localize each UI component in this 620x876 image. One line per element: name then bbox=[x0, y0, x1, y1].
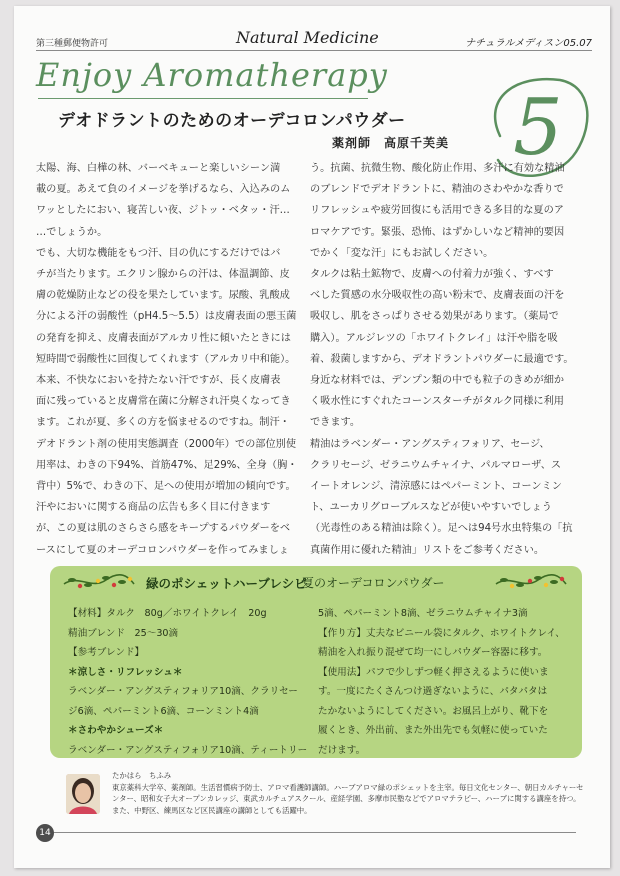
text-line: 真菌作用に優れた精油」リストをご参考ください。 bbox=[310, 544, 545, 556]
recipe-line: 【使用法】パフで少しずつ軽く押さえるように使いま bbox=[318, 666, 549, 678]
recipe-column-right bbox=[318, 604, 568, 760]
avatar bbox=[66, 774, 100, 814]
text-line: 精油はラベンダー・アングスティフォリア、セージ、 bbox=[310, 438, 550, 450]
series-title: Enjoy Aromatherapy bbox=[36, 56, 388, 94]
text-line: チが当たります。エクリン腺からの汗は、体温調節、皮 bbox=[36, 269, 290, 281]
text-line: が、この夏は肌のさらさら感をキープするパウダーをベ bbox=[36, 523, 291, 535]
text-line: 太陽、海、白樺の林、バーベキューと楽しいシーン満 bbox=[36, 163, 281, 174]
article-column-left bbox=[36, 158, 304, 561]
text-line: タルクは粘土鉱物で、皮膚への付着力が強く、すべす bbox=[310, 269, 554, 281]
author-photo bbox=[66, 774, 100, 814]
text-line: できます。 bbox=[310, 417, 361, 429]
recipe-line: たかないようにしてください。お風呂上がり、靴下を bbox=[318, 705, 549, 717]
text-line: ロマケアです。緊張、恐怖、はずかしいなど精神的要因 bbox=[310, 226, 565, 238]
page-number: 14 bbox=[36, 824, 54, 842]
recipe-line: 【作り方】丈夫なビニール袋にタルク、ホワイトクレイ、 bbox=[318, 627, 565, 639]
text-line: のブレンドでデオドラントに、精油のさわやかな香りで bbox=[310, 184, 564, 196]
page-header bbox=[36, 20, 592, 54]
recipe-subheading: 夏のオーデコロンパウダー bbox=[302, 576, 445, 590]
text-line: デオドラント剤の使用実態調査（2000年）での部位別使 bbox=[36, 438, 297, 450]
recipe-line: 【材料】タルク 80g／ホワイトクレイ 20g bbox=[68, 608, 267, 619]
recipe-line: ＊さわやかシューズ＊ bbox=[68, 725, 164, 736]
text-line: リフレッシュや疲労回復にも活用できる多目的な夏のア bbox=[310, 205, 564, 217]
profile-line: ンター、昭和女子大オープンカレッジ、東武カルチュアスクール、産経学園、多摩市民塾などでアロマテラピー、ハーブに関する講座を持つ。 bbox=[112, 794, 581, 803]
vine-ornament-icon bbox=[494, 572, 568, 592]
author-profile bbox=[50, 770, 590, 830]
text-line: ます。これが夏、多くの方を悩ませるのですね。制汗・ bbox=[36, 417, 290, 429]
recipe-line: 5滴、ペパーミント8滴、ゼラニウムチャイナ3滴 bbox=[318, 608, 528, 619]
text-line: 購入）。アルジレツの「ホワイトクレイ」は汗や脂を吸 bbox=[310, 332, 558, 344]
text-line: でかく「変な汗」にもお試しください。 bbox=[310, 247, 494, 259]
recipe-line: ＊涼しさ・リフレッシュ＊ bbox=[68, 666, 183, 678]
article-column-right bbox=[310, 158, 578, 561]
recipe-line: 【参考ブレンド】 bbox=[68, 647, 145, 658]
text-line: 分による汗の弱酸性（pH4.5～5.5）は皮膚表面の悪玉菌 bbox=[36, 311, 297, 323]
recipe-heading: 緑のポシェットハーブレシピ bbox=[146, 576, 307, 591]
page bbox=[14, 6, 610, 868]
recipe-line: 精油ブレンド 25～30滴 bbox=[68, 627, 179, 639]
recipe-header bbox=[50, 566, 582, 596]
header-rule bbox=[36, 50, 592, 51]
text-line: 載の夏。あえて負のイメージを挙げるなら、入込みのム bbox=[36, 184, 291, 196]
text-line: う。抗菌、抗微生物、酸化防止作用、多汗に有効な精油 bbox=[310, 163, 565, 174]
text-line: クラリセージ、ゼラニウムチャイナ、パルマローザ、ス bbox=[310, 459, 562, 471]
text-line: く吸水性にすぐれたコーンスターチがタルク同様に利用 bbox=[310, 396, 564, 408]
text-line: 背中）5%で、わきの下、足への使用が増加の傾向です。 bbox=[36, 481, 296, 493]
recipe-line: ラベンダー・アングスティフォリア10滴、ティートリー bbox=[68, 744, 308, 756]
profile-name: たかはら ちふみ bbox=[112, 771, 172, 780]
profile-line: 東京薬科大学卒、薬剤師。生活習慣病予防士、アロマ看護師講師。ハーブアロマ緑のポシェットを主宰。毎日文化センター、朝日カルチャーセ bbox=[112, 782, 584, 792]
recipe-line: ジ6滴、ペパーミント6滴、コーンミント4滴 bbox=[68, 705, 259, 717]
magazine-title: Natural Medicine bbox=[236, 28, 379, 47]
series-title-rule bbox=[38, 98, 368, 99]
issue-label: ナチュラルメディスン05.07 bbox=[465, 38, 592, 49]
article-author: 薬剤師 高原千芙美 bbox=[332, 136, 450, 150]
text-line: （光毒性のある精油は除く）。足へは94号水虫特集の「抗 bbox=[310, 523, 573, 535]
text-line: ト、ユーカリグローブルスなどが使いやすいでしょう bbox=[310, 502, 552, 514]
profile-line: また、中野区、練馬区など区民講座の講師としても活躍中。 bbox=[112, 805, 312, 815]
recipe-line: 精油を入れ振り混ぜて均一にしパウダー容器に移す。 bbox=[318, 647, 548, 658]
text-line: …でしょうか。 bbox=[36, 226, 108, 238]
article-title: デオドラントのためのオーデコロンパウダー bbox=[58, 111, 406, 131]
text-line: ースにして夏のオーデコロンパウダーを作ってみましょ bbox=[36, 544, 289, 556]
issue-number: 5 bbox=[513, 83, 563, 173]
text-line: 汗やにおいに関する商品の広告も多く目に付きます bbox=[36, 502, 271, 514]
recipe-line: だけます。 bbox=[318, 744, 366, 756]
recipe-line: ラベンダー・アングスティフォリア10滴、クラリセー bbox=[68, 686, 298, 697]
recipe-column-left bbox=[68, 604, 308, 760]
text-line: の発育を抑え、皮膚表面がアルカリ性に傾いたときには bbox=[36, 332, 291, 344]
text-line: でも、大切な機能をもつ汗、目の仇にするだけではバ bbox=[36, 247, 281, 259]
recipe-line: 履くとき、外出前、また外出先でも気軽に使っていた bbox=[318, 725, 548, 736]
text-line: 吸収し、肌をさっぱりさせる効果があります。（薬局で bbox=[310, 311, 559, 323]
text-line: べした質感の水分吸収性の高い粉末で、皮膚表面の汗を bbox=[310, 290, 565, 302]
text-line: 着、殺菌しますから、デオドラントパウダーに最適です。 bbox=[310, 353, 574, 365]
text-line: イートオレンジ、清涼感にはペパーミント、コーンミン bbox=[310, 481, 562, 493]
text-line: 本来、不快なにおいを持たない汗ですが、長く皮膚表 bbox=[36, 375, 281, 387]
text-line: 用率は、わきの下94%、首筋47%、足29%、全身（胸・ bbox=[36, 459, 298, 471]
text-line: 短時間で弱酸性に回復してくれます（アルカリ中和能）。 bbox=[36, 353, 296, 365]
footer-rule bbox=[36, 832, 576, 833]
profile-text bbox=[112, 770, 588, 816]
vine-ornament-icon bbox=[62, 572, 136, 592]
recipe-line: す。一度にたくさんつけ過ぎないように、パタパタは bbox=[318, 686, 548, 697]
recipe-box bbox=[50, 566, 582, 758]
text-line: ワッとしたにおい、寝苦しい夜、ジトッ・ベタッ・汗… bbox=[36, 205, 290, 217]
text-line: 面に残っていると皮膚常在菌に分解され汗臭くなってき bbox=[36, 396, 291, 408]
postal-permit: 第三種郵便物許可 bbox=[36, 39, 109, 49]
text-line: 身近な材料では、デンプン類の中でも粒子のきめが細か bbox=[310, 375, 565, 387]
text-line: 膚の乾燥防止などの役を果たしています。尿酸、乳酸成 bbox=[36, 290, 290, 302]
